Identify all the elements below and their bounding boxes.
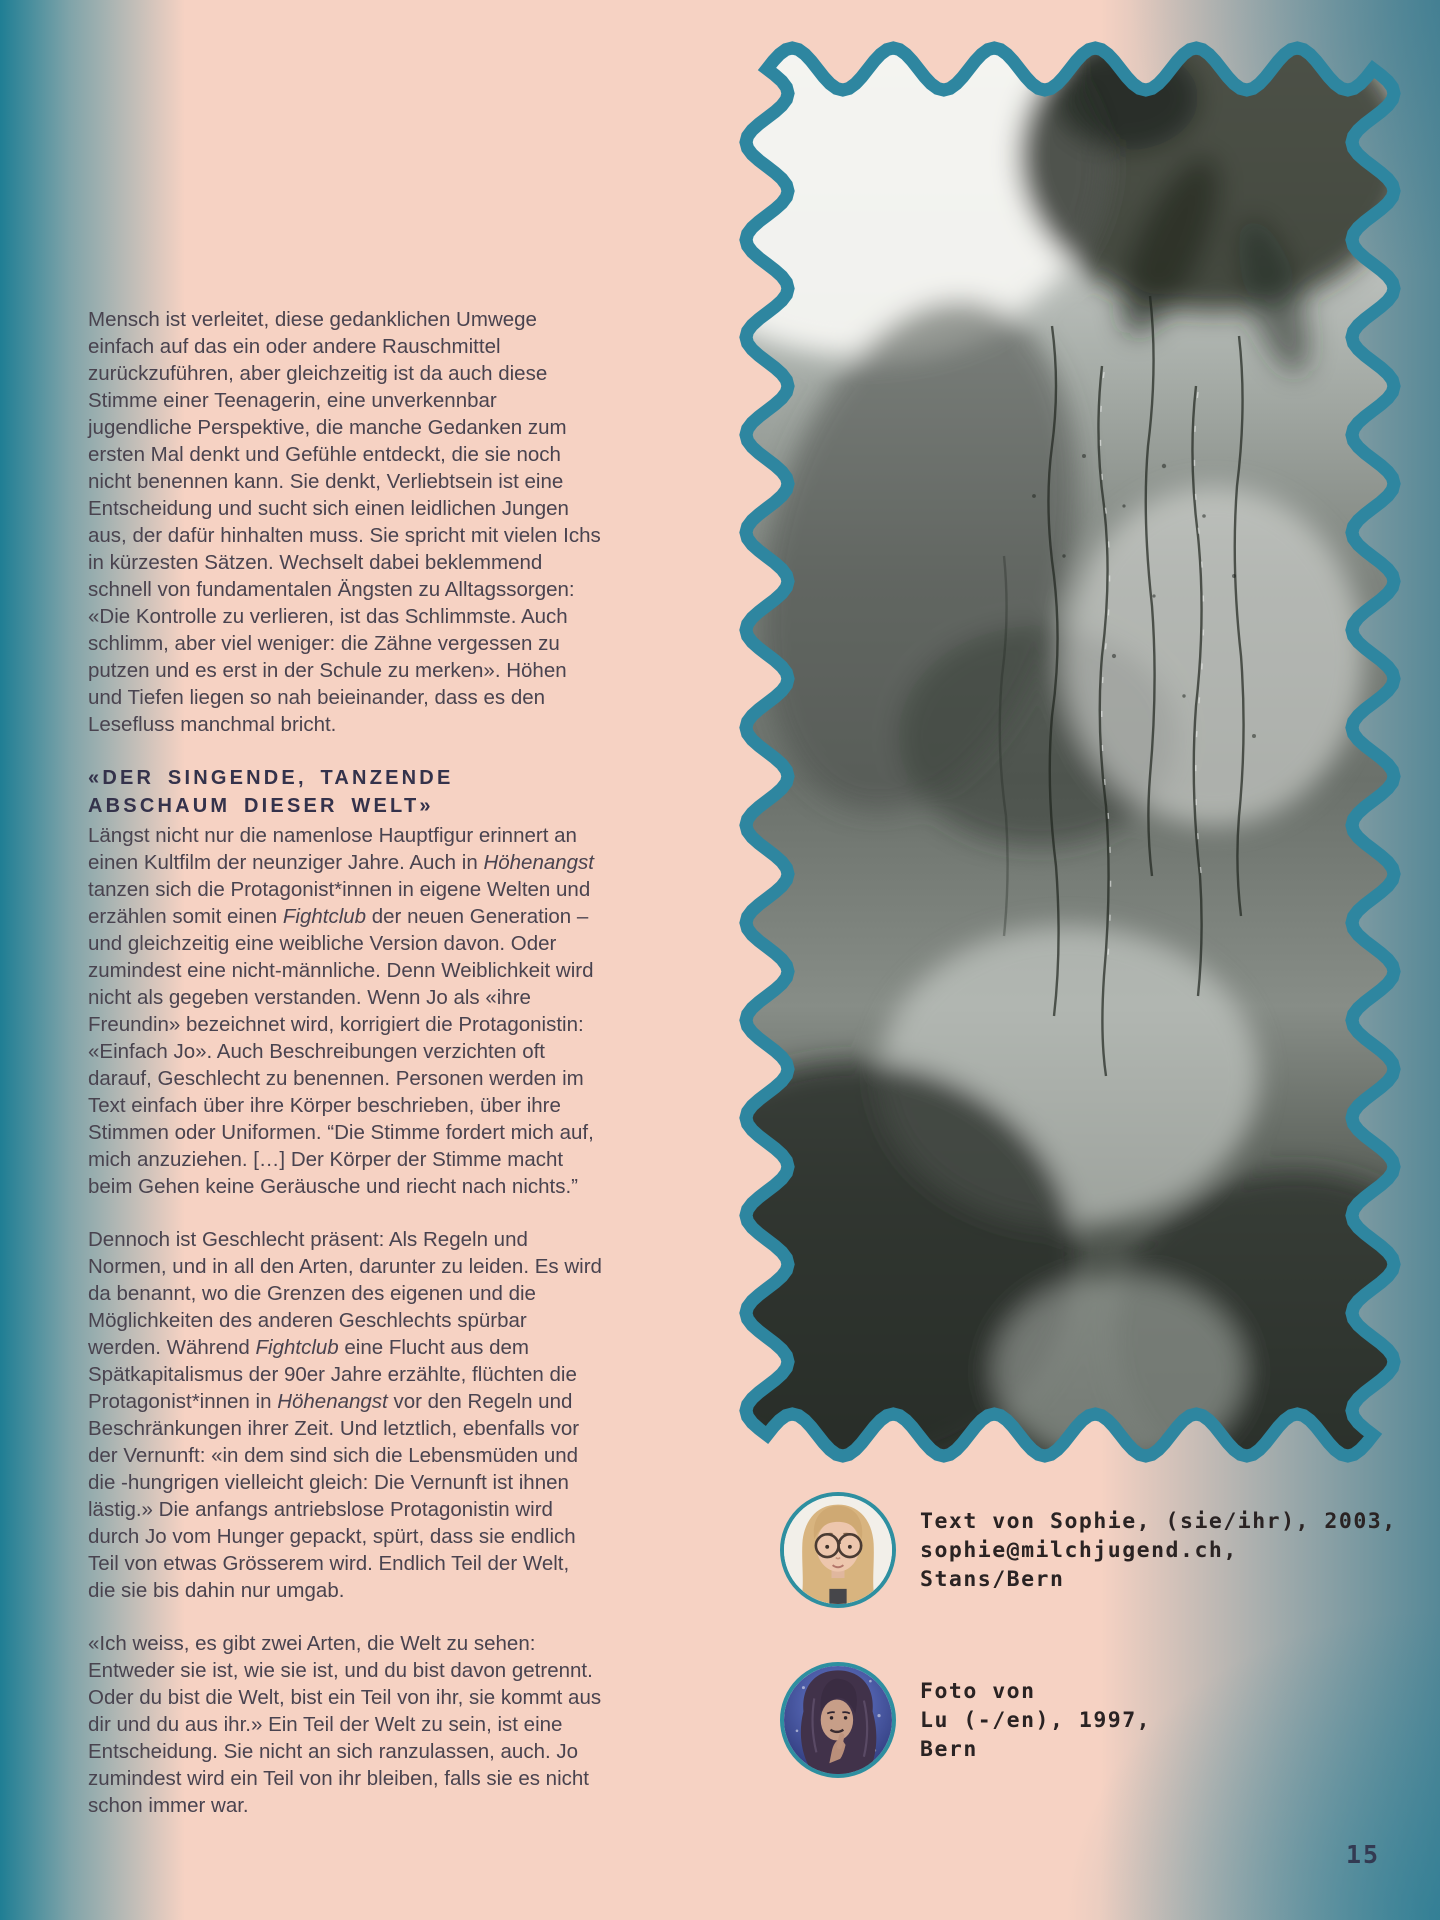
credit-line: Text von Sophie, (sie/ihr), 2003, bbox=[920, 1508, 1397, 1534]
rain-window-photo bbox=[734, 36, 1406, 1468]
page-number: 15 bbox=[1346, 1840, 1381, 1869]
sophie-portrait-icon bbox=[784, 1496, 892, 1604]
credit-line: Bern bbox=[920, 1736, 978, 1762]
paragraph-3: Dennoch ist Geschlecht präsent: Als Regeln und Normen, und in all den Arten, darunter zu leiden. Es wird da benannt, wo die Grenzen des eigenen und die Möglichkeiten des anderen Geschlechts spürbar werden. Während Fightclub eine Flucht aus dem Spätkapitalismus der 90er Jahre erzählte, flüchten die Protagonist*innen in Höhenangst vor den Regeln und Beschränkungen ihrer Zeit. Und letztlich, ebenfalls vor der Vernunft: «in dem sind sich die Lebensmüden und die -hungrigen vielleicht gleich: Die Vernunft ist ihnen lästig.» Die anfangs antriebslose Protagonistin wird durch Jo vom Hunger gepackt, spürt, dass sie endlich Teil von etwas Grösserem wird. Endlich Teil der Welt, die sie bis dahin nur umgab. bbox=[88, 1228, 602, 1602]
lu-portrait-icon bbox=[784, 1666, 892, 1774]
paragraph-1: Mensch ist verleitet, diese gedanklichen Umwege einfach auf das ein oder andere Rauschmittel zurückzuführen, aber gleichzeitig ist da auch diese Stimme einer Teenagerin, eine unverkennbar jugendliche Perspektive, die manche Gedanken zum ersten Mal denkt und Gefühle entdeckt, die sie noch nicht benennen kann. Sie denkt, Verliebtsein ist eine Entscheidung und sucht sich einen leidlichen Jungen aus, der dafür hinhalten muss. Sie spricht mit vielen Ichs in kürzesten Sätzen. Wechselt dabei beklemmend schnell von fundamentalen Ängsten zu Alltagssorgen: «Die Kontrolle zu verlieren, ist das Schlimmste. Auch schlimm, aber viel weniger: die Zähne vergessen zu putzen und es erst in der Schule zu merken». Höhen und Tiefen liegen so nah beieinander, dass es den Lesefluss manchmal bricht. bbox=[88, 308, 601, 736]
section-heading: «DER SINGENDE, TANZENDE ABSCHAUM DIESER WELT» bbox=[88, 767, 454, 817]
credits bbox=[780, 1492, 1400, 1778]
credit-line: sophie@milchjugend.ch, bbox=[920, 1537, 1238, 1563]
paragraph-2: Längst nicht nur die namenlose Hauptfigur erinnert an einen Kultfilm der neunziger Jahre. Auch in Höhenangst tanzen sich die Protagonist*innen in eigene Welten und erzählen somit einen Fightclub der neuen Generation – und gleichzeitig eine weibliche Version davon. Oder zumindest eine nicht-männliche. Denn Weiblichkeit wird nicht als gegeben verstanden. Wenn Jo als «ihre Freundin» bezeichnet wird, korrigiert die Protagonistin: «Einfach Jo». Auch Beschreibungen verzichten oft darauf, Geschlecht zu benennen. Personen werden im Text einfach über ihre Körper beschrieben, über ihre Stimmen oder Uniformen. “Die Stimme fordert mich auf, mich anzuziehen. […] Der Körper der Stimme macht beim Gehen keine Geräusche und riecht nach nichts.” bbox=[88, 824, 594, 1198]
credit-line: Foto von bbox=[920, 1678, 1036, 1704]
photo-frame bbox=[734, 36, 1406, 1468]
paragraph-4: «Ich weiss, es gibt zwei Arten, die Welt zu sehen: Entweder sie ist, wie sie ist, und du bist davon getrennt. Oder du bist die Welt, bist ein Teil von ihr, sie kommt aus dir und du aus ihr.» Ein Teil der Welt zu sein, ist eine Entscheidung. Sie nicht an sich ranzulassen, auch. Jo zumindest wird ein Teil von ihr bleiben, falls sie es nicht schon immer war. bbox=[88, 1632, 602, 1817]
credit-line: Lu (-/en), 1997, bbox=[920, 1707, 1152, 1733]
article-column bbox=[88, 306, 602, 1819]
credit-photo-author bbox=[780, 1662, 1400, 1778]
credit-line: Stans/Bern bbox=[920, 1566, 1065, 1592]
avatar-lu bbox=[780, 1662, 896, 1778]
credit-text-author bbox=[780, 1492, 1400, 1608]
avatar-sophie bbox=[780, 1492, 896, 1608]
